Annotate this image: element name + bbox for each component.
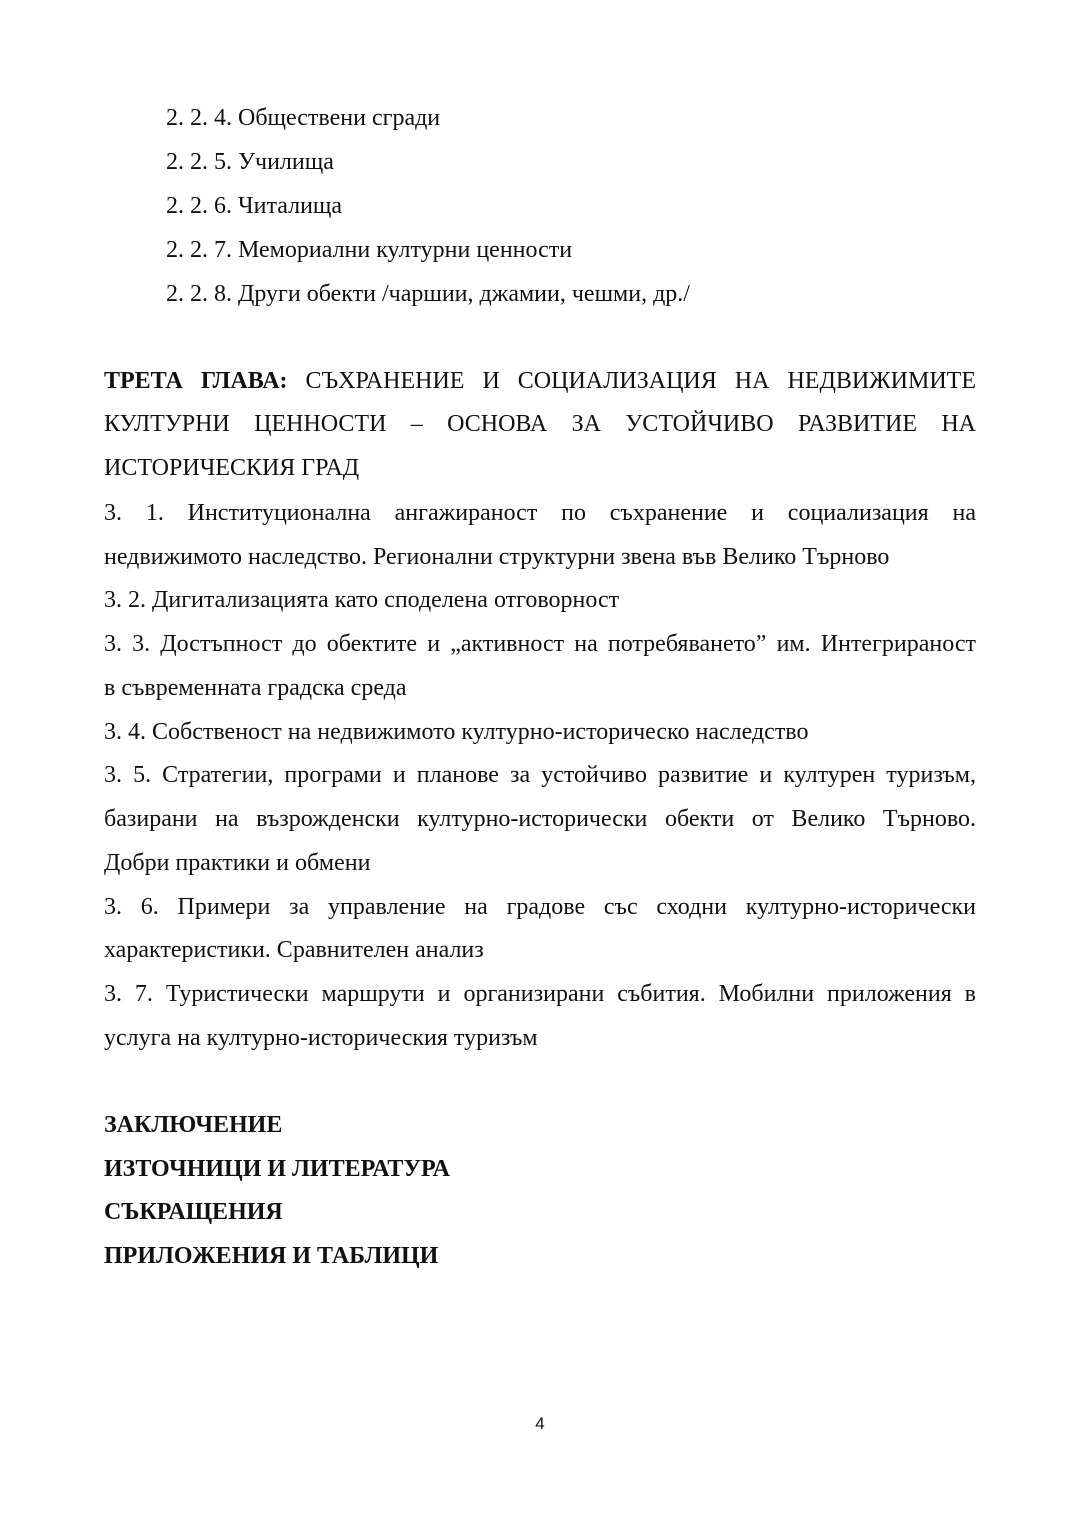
toc-item-3-5-line-1: 3. 5. Стратегии, програми и планове за устойчиво развитие и културен туризъм, bbox=[104, 762, 976, 788]
toc-subsection-2-2-5: 2. 2. 5. Училища bbox=[166, 149, 334, 175]
toc-item-3-7-line-2: услуга на културно-историческия туризъм bbox=[104, 1025, 538, 1051]
toc-item-3-6-line-1: 3. 6. Примери за управление на градове със сходни културно-исторически bbox=[104, 894, 976, 920]
chapter-3-label: ТРЕТА ГЛАВА: bbox=[104, 368, 288, 394]
page-number: 4 bbox=[535, 1414, 545, 1433]
toc-item-3-3-line-1: 3. 3. Достъпност до обектите и „активност на потребяването” им. Интегрираност bbox=[104, 631, 976, 657]
toc-subsection-2-2-6: 2. 2. 6. Читалища bbox=[166, 193, 343, 219]
toc-item-3-1-line-2: недвижимото наследство. Регионални структурни звена във Велико Търново bbox=[104, 544, 890, 570]
toc-appendices-tables: ПРИЛОЖЕНИЯ И ТАБЛИЦИ bbox=[104, 1243, 439, 1269]
toc-item-3-4-line-1: 3. 4. Собственост на недвижимото културно-историческо наследство bbox=[104, 719, 809, 745]
chapter-3-heading-line-2: КУЛТУРНИ ЦЕННОСТИ – ОСНОВА ЗА УСТОЙЧИВО РАЗВИТИЕ НА bbox=[104, 411, 976, 437]
toc-abbreviations: СЪКРАЩЕНИЯ bbox=[104, 1199, 283, 1225]
chapter-3-heading-line-1 bbox=[104, 366, 976, 396]
toc-conclusion: ЗАКЛЮЧЕНИЕ bbox=[104, 1112, 283, 1138]
toc-item-3-1-line-1: 3. 1. Институционална ангажираност по съхранение и социализация на bbox=[104, 500, 976, 526]
chapter-3-heading-line-3: ИСТОРИЧЕСКИЯ ГРАД bbox=[104, 455, 360, 481]
toc-subsection-2-2-7: 2. 2. 7. Мемориални културни ценности bbox=[166, 237, 573, 263]
toc-subsection-2-2-8: 2. 2. 8. Други обекти /чаршии, джамии, чешми, др./ bbox=[166, 281, 690, 307]
toc-item-3-6-line-2: характеристики. Сравнителен анализ bbox=[104, 937, 484, 963]
toc-item-3-5-line-2: базирани на възрожденски културно-исторически обекти от Велико Търново. bbox=[104, 806, 976, 832]
toc-item-3-3-line-2: в съвременната градска среда bbox=[104, 675, 407, 701]
toc-item-3-2-line-1: 3. 2. Дигитализацията като споделена отговорност bbox=[104, 587, 620, 613]
toc-sources-literature: ИЗТОЧНИЦИ И ЛИТЕРАТУРА bbox=[104, 1156, 450, 1182]
toc-subsection-2-2-4: 2. 2. 4. Обществени сгради bbox=[166, 105, 441, 131]
toc-item-3-5-line-3: Добри практики и обмени bbox=[104, 850, 371, 876]
chapter-3-title-part-1: СЪХРАНЕНИЕ И СОЦИАЛИЗАЦИЯ НА НЕДВИЖИМИТЕ bbox=[305, 368, 976, 394]
toc-item-3-7-line-1: 3. 7. Туристически маршрути и организирани събития. Мобилни приложения в bbox=[104, 981, 976, 1007]
